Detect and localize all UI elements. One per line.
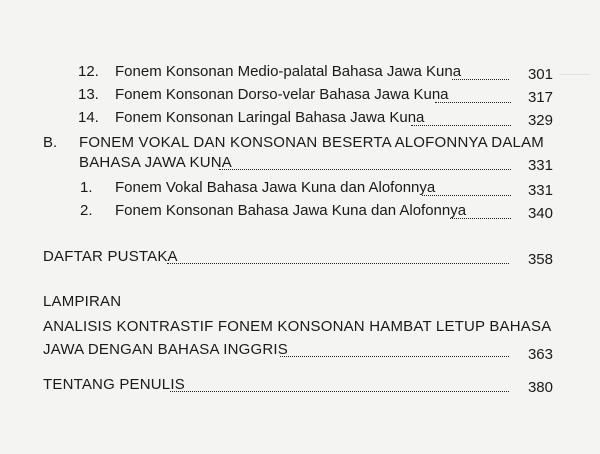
- toc-lampiran-page: 363: [527, 346, 553, 363]
- toc-lampiran-heading: LAMPIRAN: [43, 293, 122, 310]
- toc-lampiran-line2: JAWA DENGAN BAHASA INGGRIS: [43, 341, 288, 358]
- toc-section-b-number: B.: [43, 134, 58, 151]
- toc-section-b-label-line1: FONEM VOKAL DAN KONSONAN BESERTA ALOFONNYA DALAM: [79, 134, 544, 151]
- toc-item-b2-label: Fonem Konsonan Bahasa Jawa Kuna dan Alofonnya: [115, 202, 467, 219]
- toc-daftar-pustaka-label: DAFTAR PUSTAKA: [43, 248, 178, 265]
- toc-item-13-leader: [435, 101, 511, 103]
- toc-item-14-number: 14.: [78, 109, 99, 126]
- toc-tentang-penulis-page: 380: [527, 379, 553, 396]
- toc-item-13-page: 317: [527, 89, 553, 106]
- toc-tentang-penulis-leader: [170, 390, 509, 392]
- toc-section-b-page: 331: [527, 157, 553, 174]
- toc-item-14-leader: [411, 124, 511, 126]
- toc-item-13-number: 13.: [78, 86, 99, 103]
- toc-item-13-label: Fonem Konsonan Dorso-velar Bahasa Jawa Kuna: [115, 86, 449, 103]
- toc-item-14-page: 329: [527, 112, 553, 129]
- toc-item-14-label: Fonem Konsonan Laringal Bahasa Jawa Kuna: [115, 109, 425, 126]
- toc-daftar-pustaka-leader: [167, 262, 509, 264]
- toc-daftar-pustaka-page: 358: [527, 251, 553, 268]
- toc-item-b1-number: 1.: [80, 179, 93, 196]
- toc-item-b2-leader: [450, 217, 511, 219]
- toc-item-b2-number: 2.: [80, 202, 93, 219]
- toc-item-12-label: Fonem Konsonan Medio-palatal Bahasa Jawa Kuna: [115, 63, 462, 80]
- toc-item-12-page: 301: [527, 66, 553, 83]
- toc-lampiran-leader: [280, 355, 509, 357]
- toc-item-b1-page: 331: [527, 182, 553, 199]
- toc-item-12-leader: [452, 78, 509, 80]
- toc-tentang-penulis-label: TENTANG PENULIS: [43, 376, 185, 393]
- toc-section-b-label-line2: BAHASA JAWA KUNA: [79, 154, 232, 171]
- toc-item-b1-leader: [422, 194, 511, 196]
- toc-item-b1-label: Fonem Vokal Bahasa Jawa Kuna dan Alofonnya: [115, 179, 436, 196]
- toc-item-b2-page: 340: [527, 205, 553, 222]
- toc-lampiran-line1: ANALISIS KONTRASTIF FONEM KONSONAN HAMBAT LETUP BAHASA: [43, 318, 552, 335]
- bleed-through-mark: [560, 64, 590, 75]
- toc-section-b-leader: [219, 168, 511, 170]
- toc-item-12-number: 12.: [78, 63, 99, 80]
